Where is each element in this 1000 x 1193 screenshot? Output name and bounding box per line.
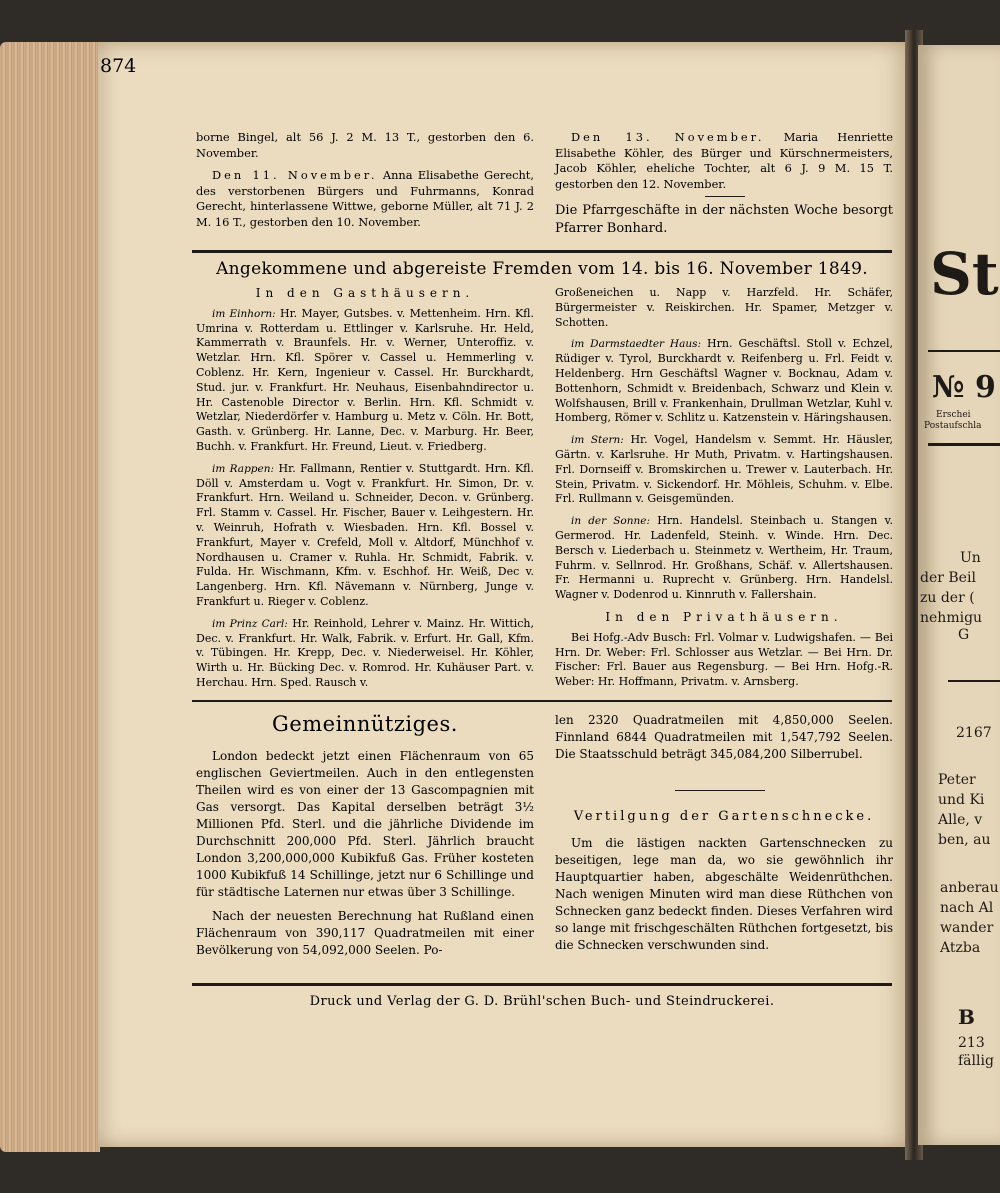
page-number: 874: [100, 55, 137, 77]
top-right-column: [555, 130, 893, 199]
adjacent-rule: [948, 680, 1000, 682]
einhorn-entry: [196, 307, 534, 455]
obituary-continuation: borne Bingel, alt 56 J. 2 M. 13 T., gestorben den 6. November.: [196, 130, 534, 160]
prinz-carl-text: Hr. Reinhold, Lehrer v. Mainz. Hr. Wittich, Dec. v. Frankfurt. Hr. Walk, Fabrik. v. Erfurt. Hr. Gall, Kfm. v. Tübingen. Hr. Krepp, Dec. v. Niederweisel. Hr. Köhler, Wirth u. Hr. Bücking Dec. v. Romrod. Hr. Kuhäuser Part. v. Herchau. Hrn. Sped. Rausch v.: [196, 616, 535, 689]
section-rule: [192, 250, 892, 253]
adjacent-line: der Beil: [920, 570, 976, 586]
adjacent-line: ben, au: [938, 832, 991, 848]
adjacent-line: fällig: [958, 1053, 994, 1069]
privathaeuser-subhead: In den Privathäusern.: [605, 609, 843, 624]
stern-text: Hr. Vogel, Handelsm v. Semmt. Hr. Häusler, Gärtn. v. Karlsruhe. Hr Muth, Privatm. v. Hartingshausen. Frl. Dornseiff v. Bromskirchen u. Trewer v. Lauterbach. Hr. Stein, Privatm. v. Sickendorf. Hr. Möhleis, Schuhm. v. Elbe. Frl. Rullmann v. Geisgemünden.: [555, 433, 893, 506]
darmstaedter-label: im Darmstaedter Haus:: [571, 338, 702, 351]
gemeinnuetziges-right-column: [555, 712, 893, 770]
adjacent-line: B: [958, 1005, 975, 1029]
russland-continuation: len 2320 Quadratmeilen mit 4,850,000 Seelen. Finnland 6844 Quadratmeilen mit 1,547,792 Seelen. Die Staatsschuld beträgt 345,084,200 Silberrubel.: [555, 713, 893, 761]
vertilgung-title: Vertilgung der Gartenschnecke.: [573, 809, 875, 824]
russland-paragraph: Nach der neuesten Berechnung hat Rußland einen Flächenraum von 390,117 Quadratmeilen mit einer Bevölkerung von 54,092,000 Seelen. Po-: [196, 909, 534, 957]
adjacent-masthead: St: [930, 240, 999, 308]
rappen-entry: [196, 462, 534, 610]
fremden-left-column: [196, 286, 534, 698]
adjacent-line: nach Al: [940, 900, 994, 916]
darmstaedter-entry: [555, 337, 893, 426]
adjacent-line: Peter: [938, 772, 976, 788]
gemeinnuetziges-title: Gemeinnütziges.: [272, 712, 458, 736]
adjacent-issue-number: № 9: [932, 370, 996, 405]
adjacent-line: Postaufschla: [924, 421, 982, 431]
adjacent-line: Alle, v: [938, 812, 983, 828]
adjacent-line: Atzba: [940, 940, 981, 956]
einhorn-text: Hr. Mayer, Gutsbes. v. Mettenheim. Hrn. Kfl. Umrina v. Rotterdam u. Ettlinger v. Karlsruhe. Hr. Held, Kammerrath v. Braunfels. Hr. v. Werner, Unteroffiz. v. Wetzlar. Hrn. Kfl. Spörer v. Cassel u. Hemmerling v. Coblenz. Hr. Kern, Ingenieur v. Cassel. Hr. Burckhardt, Stud. jur. v. Frankfurt. Hr. Neuhaus, Eisenbahndirector u. Hr. Castenoble Director v. Berlin. Hrn. Kfl. Schmidt v. Wetzlar, Niederdörfer v. Hamburg u. Metz v. Cöln. Hr. Bott, Gasth. v. Grünberg. Hr. Lanne, Dec. v. Marburg. Hr. Beer, Buchh. v. Frankfurt. Hr. Freund, Lieut. v. Friedberg.: [196, 306, 535, 453]
einhorn-label: im Einhorn:: [212, 307, 276, 320]
stern-entry: [555, 433, 893, 507]
book-page-edges: [0, 42, 100, 1152]
obituary-nov11-text: Anna Elisabethe Gerecht, des verstorbenen Bürgers und Fuhrmanns, Konrad Gerecht, hinterlassene Wittwe, geborne Müller, alt 71 J. 2 M. 16 T., gestorben den 10. November.: [196, 168, 534, 229]
prinz-carl-entry: [196, 617, 534, 691]
adjacent-line: zu der (: [920, 590, 975, 606]
fremden-right-column: [555, 286, 893, 697]
prinz-carl-continuation: Großeneichen u. Napp v. Harzfeld. Hr. Schäfer, Bürgermeister v. Reiskirchen. Hr. Spamer, Metzger v. Schotten.: [555, 286, 893, 329]
vertilgung-text: Um die lästigen nackten Gartenschnecken zu beseitigen, lege man da, wo sie gewöhnlich ihr Hauptquartier haben, abgeschälte Weidenrüthchen. Nach wenigen Minuten wird man diese Rüthchen von Schnecken ganz bedeckt finden. Dieses Verfahren wird so lange mit frischgeschälten Rüthchen fortgesetzt, bis die Schnecken verschwunden sind.: [555, 836, 893, 952]
london-paragraph: London bedeckt jetzt einen Flächenraum von 65 englischen Geviertmeilen. Auch in den entlegensten Theilen wird es von einer der 13 Gascompagnien mit Gas versorgt. Das Kapital derselben beträgt 3½ Millionen Pfd. Sterl. und die jährliche Dividende im Durchschnitt 200,000 Pfd. Sterl. Jährlich braucht London 3,200,000,000 Kubikfuß Gas. Früher kosteten 1000 Kubikfuß 14 Schillinge, jetzt nur 6 Schillinge und für städtische Laternen nur etwas über 3 Schillinge.: [196, 749, 534, 899]
footer-rule: [192, 983, 892, 986]
obituary-nov13: [555, 130, 893, 192]
rappen-label: im Rappen:: [212, 462, 275, 475]
fremden-headline: Angekommene und abgereiste Fremden vom 14. bis 16. November 1849.: [216, 259, 868, 279]
rappen-text: Hr. Fallmann, Rentier v. Stuttgardt. Hrn. Kfl. Döll v. Amsterdam u. Vogt v. Frankfurt. Hr. Simon, Dr. v. Frankfurt. Hrn. Weiland u. Schneider, Decon. v. Grünberg. Frl. Stamm v. Cassel. Hr. Fischer, Bauer v. Leihgestern. Hr. v. Weinruh, Hofrath v. Wiesbaden. Hrn. Kfl. Bossel v. Frankfurt, Mayer v. Crefeld, Moll v. Altdorf, Münchhof v. Nordhausen u. Cramer v. Ruhla. Hr. Schmidt, Fabrik. v. Fulda. Hr. Wischmann, Kfm. v. Eschhof. Hr. Weiß, Dec v. Langenberg. Hrn. Kfl. Nävemann v. Nürnberg, Junge v. Frankfurt u. Rieger v. Coblenz.: [196, 461, 534, 608]
short-rule-2: [675, 790, 765, 791]
obituary-nov13-text: Maria Henriette Elisabethe Köhler, des Bürger und Kürschnermeisters, Jacob Köhler, eheliche Tochter, alt 6 J. 9 M. 15 T. gestorben den 12. November.: [555, 130, 893, 191]
gemeinnuetziges-left-column: [196, 748, 534, 966]
adjacent-line: Erschei: [936, 410, 971, 420]
sonne-label: in der Sonne:: [571, 515, 651, 528]
adjacent-line: 213: [958, 1035, 985, 1051]
obituary-nov11: [196, 168, 534, 230]
short-rule: [705, 196, 745, 197]
vertilgung-column: [555, 808, 893, 961]
pfarr-notice: Die Pfarrgeschäfte in der nächsten Woche besorgt Pfarrer Bonhard.: [555, 203, 893, 236]
adjacent-rule: [928, 443, 1000, 446]
section-rule-2: [192, 700, 892, 702]
adjacent-line: 2167: [956, 725, 992, 741]
sonne-entry: [555, 514, 893, 603]
imprint-footer: Druck und Verlag der G. D. Brühl'schen Buch- und Steindruckerei.: [309, 994, 775, 1009]
top-left-column: [196, 130, 534, 238]
privat-text: Bei Hofg.-Adv Busch: Frl. Volmar v. Ludwigshafen. — Bei Hrn. Dr. Weber: Frl. Schlosser aus Wetzlar. — Bei Hrn. Dr. Fischer: Frl. Bauer aus Regensburg. — Bei Hrn. Hofg.-R. Weber: Hr. Hoffmann, Privatm. v. Arnsberg.: [555, 630, 893, 689]
gasthaeuser-subhead: In den Gasthäusern.: [255, 286, 475, 300]
adjacent-line: wander: [940, 920, 994, 936]
obituary-nov13-date: Den 13. November.: [571, 130, 765, 144]
darmstaedter-text: Hrn. Geschäftsl. Stoll v. Echzel, Rüdiger v. Tyrol, Burckhardt v. Reifenberg u. Frl. Feidt v. Heldenberg. Hrn Geschäftsl Wagner v. Bocknau, Adam v. Bottenhorn, Schmidt v. Breidenbach, Schwarz und Klein v. Wolfshausen, Brill v. Frankenhain, Drullman Wetzlar, Kuhl v. Homberg, Römer v. Schlitz u. Katzenstein v. Häringshausen.: [555, 337, 894, 425]
adjacent-line: Un: [960, 550, 981, 566]
adjacent-line: G: [958, 627, 970, 643]
adjacent-page: [918, 45, 1000, 1145]
adjacent-line: und Ki: [938, 792, 985, 808]
obituary-nov11-date: Den 11. November.: [212, 168, 378, 183]
adjacent-line: anberau: [940, 880, 999, 896]
adjacent-rule: [928, 350, 1000, 352]
sonne-text: Hrn. Handelsl. Steinbach u. Stangen v. Germerod. Hr. Ladenfeld, Steinh. v. Winde. Hrn. Dec. Bersch v. Liederbach u. Steinmetz v. Wertheim, Hr. Traum, Fuhrm. v. Sellnrod. Hr. Großhans, Schäf. v. Allertshausen. Fr. Hermanni u. Ruprecht v. Grünberg. Hrn. Handelsl. Wagner v. Dodenrod u. Kinnruth v. Fallershain.: [555, 514, 894, 602]
stern-label: im Stern:: [571, 434, 624, 447]
adjacent-line: nehmigu: [920, 610, 983, 626]
prinz-carl-label: im Prinz Carl:: [212, 617, 288, 630]
